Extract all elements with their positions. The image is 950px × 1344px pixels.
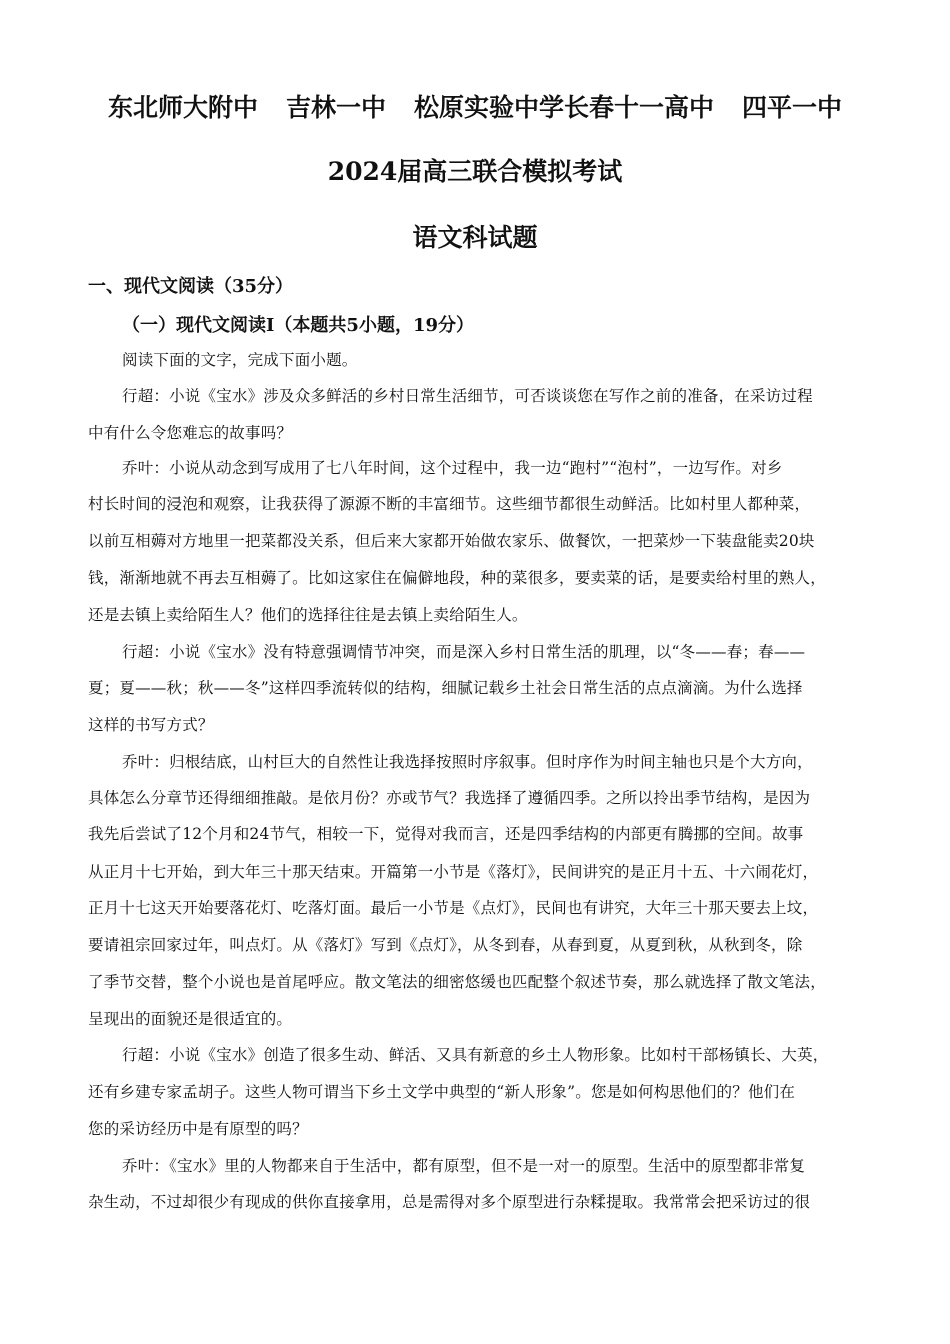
text-line: 杂生动，不过却很少有现成的供你直接拿用，总是需得对多个原型进行杂糅提取。我常常会把采访过的很 — [88, 1193, 811, 1211]
text-line: 还是去镇上卖给陌生人？他们的选择往往是去镇上卖给陌生人。 — [88, 606, 528, 624]
section-heading: 一、现代文阅读（35分） — [88, 276, 294, 297]
text-line: 行超：小说《宝水》涉及众多鲜活的乡村日常生活细节，可否谈谈您在写作之前的准备，在采访过程 — [122, 387, 813, 405]
text-line: 具体怎么分章节还得细细推敲。是依月份？亦或节气？我选择了遵循四季。之所以拎出季节结构，是因为 — [88, 789, 811, 807]
subsection-heading: （一）现代文阅读Ⅰ（本题共5小题，19分） — [122, 315, 474, 336]
text-line: 乔叶：归根结底，山村巨大的自然性让我选择按照时序叙事。但时序作为时间主轴也只是个大方向， — [122, 753, 813, 771]
text-line: 呈现出的面貌还是很适宜的。 — [88, 1010, 293, 1028]
text-line: 乔叶：《宝水》里的人物都来自于生活中，都有原型，但不是一对一的原型。生活中的原型都非常复 — [122, 1157, 806, 1175]
text-line: 行超：小说《宝水》创造了很多生动、鲜活、又具有新意的乡土人物形象。比如村干部杨镇长、大英， — [122, 1046, 829, 1064]
school-name: 松原实验中学长春十一高中 — [414, 93, 715, 122]
text-line: 中有什么令您难忘的故事吗？ — [88, 424, 293, 442]
text-line: 以前互相薅对方地里一把菜都没关系，但后来大家都开始做农家乐、做餐饮，一把菜炒一下装盘能卖20块 — [88, 532, 815, 550]
text-line: 这样的书写方式？ — [88, 716, 214, 734]
text-line: 正月十七这天开始要落花灯、吃落灯面。最后一小节是《点灯》，民间也有讲究，大年三十那天要去上坟， — [88, 899, 819, 917]
text-line: 要请祖宗回家过年，叫点灯。从《落灯》写到《点灯》，从冬到春，从春到夏，从夏到秋，从秋到冬，除 — [88, 936, 803, 954]
subject-title: 语文科试题 — [412, 223, 538, 252]
text-line: 钱，渐渐地就不再去互相薅了。比如这家住在偏僻地段，种的菜很多，要卖菜的话，是要卖给村里的熟人， — [88, 569, 826, 587]
text-line: 村长时间的浸泡和观察，让我获得了源源不断的丰富细节。这些细节都很生动鲜活。比如村里人都种菜， — [88, 495, 811, 513]
school-name: 四平一中 — [742, 93, 843, 122]
text-line: 了季节交替，整个小说也是首尾呼应。散文笔法的细密悠缓也匹配整个叙述节奏，那么就选择了散文笔法， — [88, 973, 826, 991]
text-line: 您的采访经历中是有原型的吗？ — [88, 1120, 308, 1138]
school-name: 东北师大附中 — [107, 93, 258, 122]
text-line: 乔叶：小说从动念到写成用了七八年时间，这个过程中，我一边“跑村”“泡村”，一边写作。对乡 — [122, 459, 783, 477]
text-line: 还有乡建专家孟胡子。这些人物可谓当下乡土文学中典型的“新人形象”。您是如何构思他们的？他们在 — [88, 1083, 796, 1101]
text-line: 从正月十七开始，到大年三十那天结束。开篇第一小节是《落灯》，民间讲究的是正月十五、十六闹花灯， — [88, 863, 819, 881]
school-list-title — [0, 88, 950, 124]
text-line: 我先后尝试了12个月和24节气，相较一下，觉得对我而言，还是四季结构的内部更有腾挪的空间。故事 — [88, 825, 804, 843]
exam-title: 2024届高三联合模拟考试 — [327, 157, 623, 186]
text-line: 夏；夏——秋；秋——冬”这样四季流转似的结构，细腻记载乡土社会日常生活的点点滴滴。为什么选择 — [88, 679, 803, 697]
text-line: 行超：小说《宝水》没有特意强调情节冲突，而是深入乡村日常生活的肌理，以“冬——春；春—— — [122, 643, 806, 661]
text-line: 阅读下面的文字，完成下面小题。 — [122, 351, 358, 369]
school-name: 吉林一中 — [285, 93, 386, 122]
